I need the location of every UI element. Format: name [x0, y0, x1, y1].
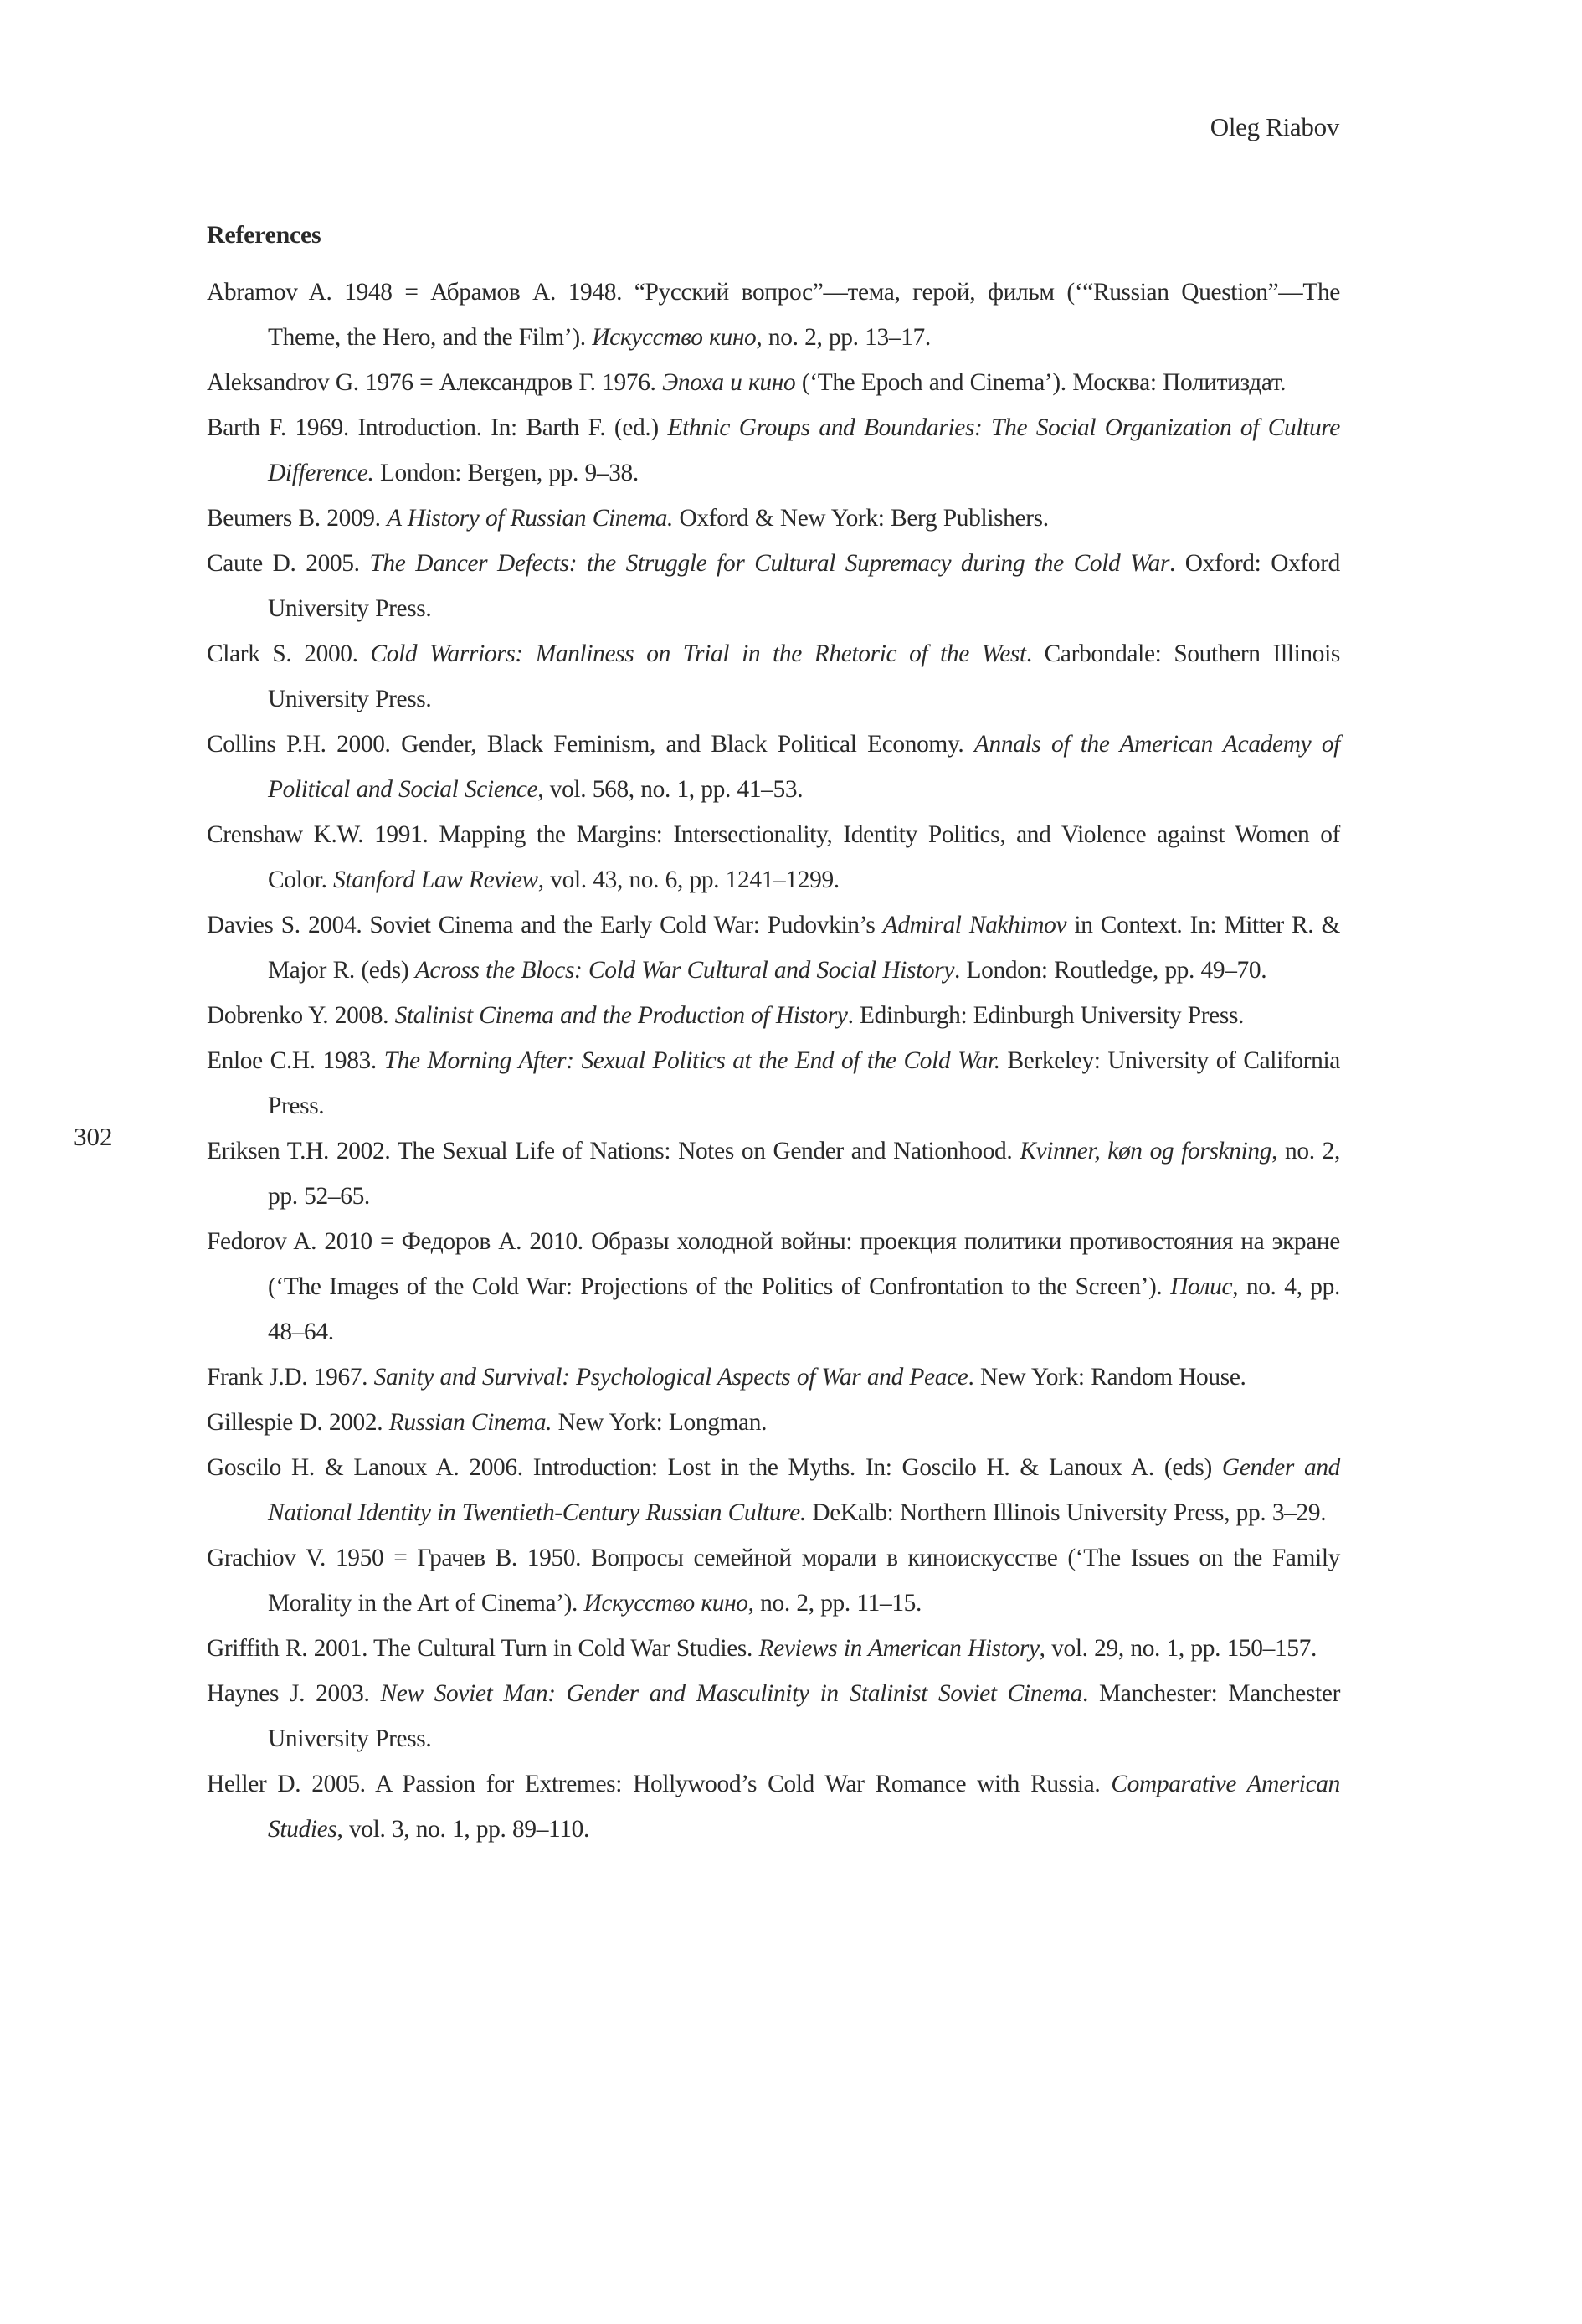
reference-entry — [207, 1626, 1340, 1671]
reference-title-italic: Kvinner, køn og forskning — [1020, 1138, 1272, 1165]
reference-title-italic: The Morning After: Sexual Politics at the End of the Cold War. — [383, 1047, 1000, 1074]
reference-text: . New York: Random House. — [968, 1364, 1246, 1391]
reference-text: DeKalb: Northern Illinois University Press, pp. 3–29. — [805, 1499, 1327, 1526]
reference-text: Dobrenko Y. 2008. — [207, 1002, 395, 1029]
reference-entry — [207, 1445, 1340, 1535]
reference-entry — [207, 902, 1340, 993]
reference-text: , no. 2, pp. 11–15. — [747, 1590, 922, 1617]
reference-text: Fedorov A. 2010 = Федоров А. 2010. Образы холодной войны: проекция политики противостояния на экране (‘The Images of the Cold War: Projections of the Politics of Confrontation to the Screen’). — [207, 1228, 1340, 1300]
page-number: 302 — [74, 1122, 113, 1151]
reference-entry — [207, 1129, 1340, 1219]
reference-title-italic: Admiral Nakhimov — [882, 912, 1067, 938]
reference-title-italic: Искусство кино — [583, 1590, 748, 1617]
reference-title-italic: Эпоха и кино — [662, 369, 796, 396]
reference-text: (‘The Epoch and Cinema’). Москва: Политиздат. — [795, 369, 1287, 396]
reference-title-italic: Полис — [1170, 1273, 1233, 1300]
reference-text: Caute D. 2005. — [207, 550, 370, 577]
reference-text: in Context. In: Mitter R. & Major R. (eds) — [268, 912, 1341, 984]
reference-title-italic: Reviews in American History — [758, 1635, 1040, 1662]
reference-title-italic: Across the Blocs: Cold War Cultural and Social History — [414, 957, 955, 984]
reference-title-italic: A History of Russian Cinema. — [387, 505, 674, 532]
reference-title-italic: Stalinist Cinema and the Production of History — [394, 1002, 848, 1029]
reference-entry — [207, 1219, 1340, 1355]
reference-text: . Oxford: Oxford University Press. — [268, 550, 1340, 622]
reference-text: Grachiov V. 1950 = Грачев В. 1950. Вопросы семейной морали в киноискусстве (‘The Issues on the Family Morality in the Art of Cinema’). — [207, 1545, 1340, 1617]
reference-entry — [207, 1535, 1340, 1626]
reference-text: Aleksandrov G. 1976 = Александров Г. 1976. — [207, 369, 663, 396]
reference-title-italic: New Soviet Man: Gender and Masculinity in Stalinist Soviet Cinema — [380, 1680, 1083, 1707]
reference-text: Oxford & New York: Berg Publishers. — [673, 505, 1049, 532]
reference-entry — [207, 1038, 1340, 1129]
reference-entry — [207, 360, 1340, 405]
reference-title-italic: Искусство кино — [592, 324, 757, 351]
references-section — [207, 213, 1340, 1852]
reference-entry — [207, 1761, 1340, 1852]
reference-entry — [207, 631, 1340, 722]
reference-text: Berkeley: University of California Press. — [268, 1047, 1341, 1119]
section-heading: References — [207, 221, 321, 249]
reference-text: , vol. 3, no. 1, pp. 89–110. — [336, 1816, 589, 1843]
reference-text: Collins P.H. 2000. Gender, Black Feminism, and Black Political Economy. — [207, 731, 974, 758]
reference-entry — [207, 496, 1340, 541]
reference-title-italic: The Dancer Defects: the Struggle for Cultural Supremacy during the Cold War — [369, 550, 1170, 577]
reference-entry — [207, 1400, 1340, 1445]
reference-title-italic: Comparative American Studies — [268, 1771, 1340, 1843]
running-head-author: Oleg Riabov — [1210, 112, 1339, 141]
reference-entry — [207, 405, 1340, 496]
reference-text: Haynes J. 2003. — [207, 1680, 381, 1707]
reference-text: Crenshaw K.W. 1991. Mapping the Margins: Intersectionality, Identity Politics, and Violence against Women of Color. — [207, 821, 1340, 893]
reference-text: , no. 2, pp. 52–65. — [268, 1138, 1340, 1210]
reference-entry — [207, 541, 1340, 631]
reference-text: Frank J.D. 1967. — [207, 1364, 374, 1391]
reference-title-italic: Cold Warriors: Manliness on Trial in the Rhetoric of the West — [370, 640, 1026, 667]
reference-text: Griffith R. 2001. The Cultural Turn in Cold War Studies. — [207, 1635, 759, 1662]
reference-text: Eriksen T.H. 2002. The Sexual Life of Nations: Notes on Gender and Nationhood. — [207, 1138, 1020, 1165]
reference-text: . Edinburgh: Edinburgh University Press. — [847, 1002, 1245, 1029]
reference-text: Clark S. 2000. — [207, 640, 371, 667]
reference-text: , vol. 29, no. 1, pp. 150–157. — [1039, 1635, 1317, 1662]
reference-text: Beumers B. 2009. — [207, 505, 388, 532]
reference-entry — [207, 1671, 1340, 1761]
reference-entry — [207, 993, 1340, 1038]
reference-entry — [207, 1355, 1340, 1400]
reference-text: London: Bergen, pp. 9–38. — [373, 460, 639, 486]
reference-title-italic: Gender and National Identity in Twentieth-Century Russian Culture. — [268, 1454, 1341, 1526]
reference-text: , no. 4, pp. 48–64. — [268, 1273, 1340, 1345]
reference-text: . Carbondale: Southern Illinois University Press. — [268, 640, 1340, 712]
reference-title-italic: Stanford Law Review — [333, 866, 538, 893]
reference-title-italic: Russian Cinema. — [388, 1409, 552, 1436]
reference-text: Enloe C.H. 1983. — [207, 1047, 384, 1074]
reference-text: Davies S. 2004. Soviet Cinema and the Early Cold War: Pudovkin’s — [207, 912, 883, 938]
reference-entry — [207, 722, 1340, 812]
reference-text: Gillespie D. 2002. — [207, 1409, 389, 1436]
reference-text: , vol. 568, no. 1, pp. 41–53. — [537, 776, 804, 803]
reference-text: Goscilo H. & Lanoux A. 2006. Introduction: Lost in the Myths. In: Goscilo H. & Lanoux A. (eds) — [207, 1454, 1222, 1481]
reference-text: . London: Routledge, pp. 49–70. — [954, 957, 1267, 984]
reference-text: , vol. 43, no. 6, pp. 1241–1299. — [537, 866, 840, 893]
reference-entry — [207, 812, 1340, 902]
reference-text: Abramov A. 1948 = Абрамов А. 1948. “Русский вопрос”—тема, герой, фильм (‘“Russian Question”—The Theme, the Hero, and the Film’). — [207, 279, 1340, 351]
reference-text: , no. 2, pp. 13–17. — [756, 324, 931, 351]
reference-text: . Manchester: Manchester University Press. — [268, 1680, 1341, 1752]
reference-title-italic: Ethnic Groups and Boundaries: The Social Organization of Culture Difference. — [268, 414, 1340, 486]
reference-text: Heller D. 2005. A Passion for Extremes: Hollywood’s Cold War Romance with Russia. — [207, 1771, 1112, 1797]
reference-text: Barth F. 1969. Introduction. In: Barth F. (ed.) — [207, 414, 668, 441]
reference-entry — [207, 270, 1340, 360]
reference-list — [207, 270, 1340, 1852]
reference-title-italic: Sanity and Survival: Psychological Aspects of War and Peace — [373, 1364, 968, 1391]
reference-text: New York: Longman. — [552, 1409, 768, 1436]
reference-title-italic: Annals of the American Academy of Political and Social Science — [268, 731, 1340, 803]
